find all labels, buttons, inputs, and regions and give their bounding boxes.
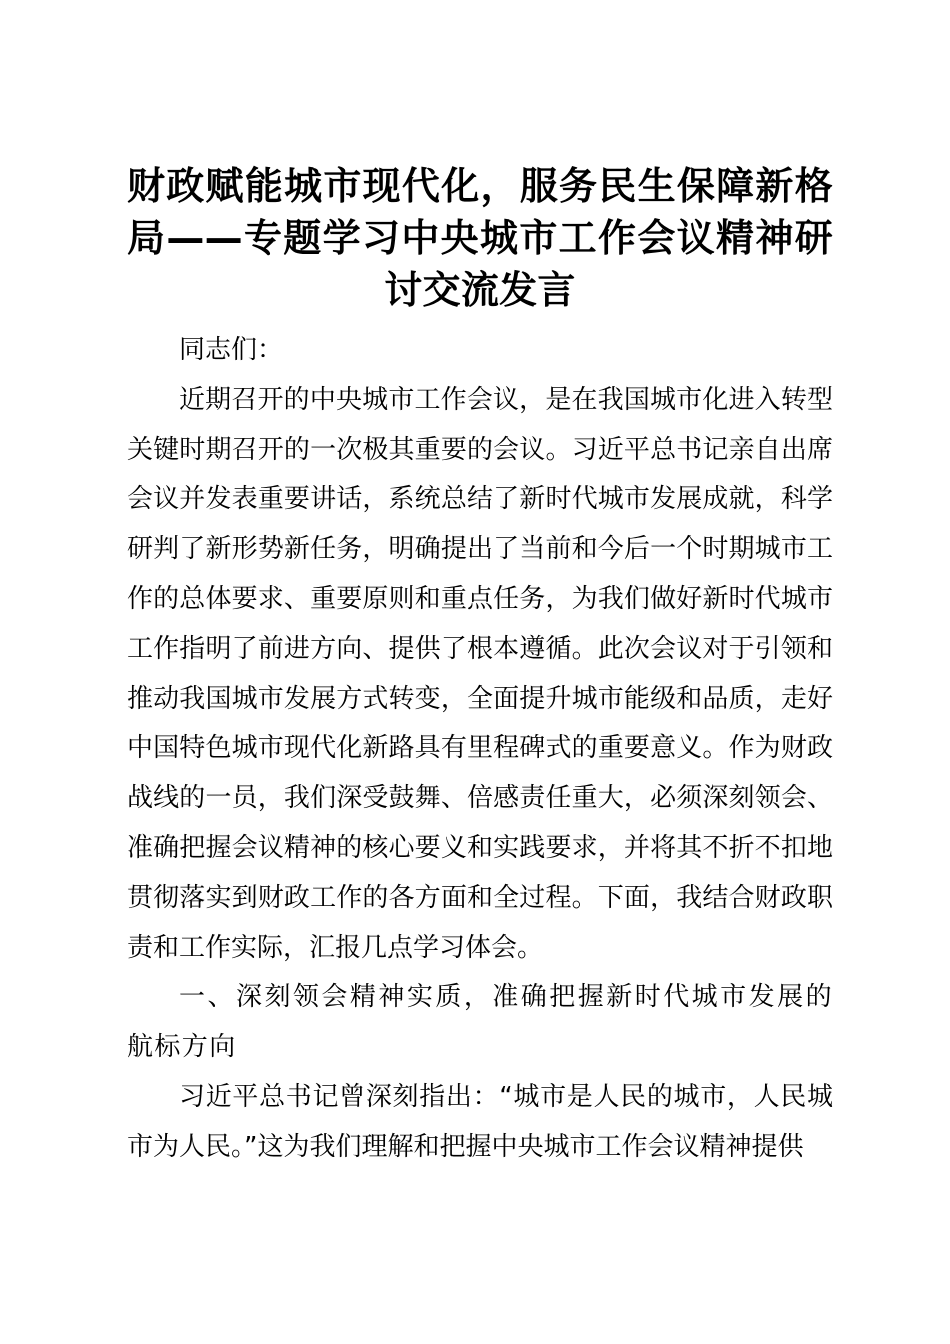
salutation: 同志们： xyxy=(179,335,284,365)
section-heading: 一、深刻领会精神实质，准确把握新时代城市发展的航标方向 xyxy=(127,982,833,1063)
document-body xyxy=(127,326,833,1173)
document-content xyxy=(127,160,833,1173)
document-title: 财政赋能城市现代化，服务民生保障新格局——专题学习中央城市工作会议精神研讨交流发言 xyxy=(127,164,833,312)
intro-paragraph: 近期召开的中央城市工作会议，是在我国城市化进入转型关键时期召开的一次极其重要的会议。习近平总书记亲自出席会议并发表重要讲话，系统总结了新时代城市发展成就，科学研判了新形势新任务，明确提出了当前和今后一个时期城市工作的总体要求、重要原则和重点任务，为我们做好新时代城市工作指明了前进方向、提供了根本遵循。此次会议对于引领和推动我国城市发展方式转变，全面提升城市能级和品质，走好中国特色城市现代化新路具有里程碑式的重要意义。作为财政战线的一员，我们深受鼓舞、倍感责任重大，必须深刻领会、准确把握会议精神的核心要义和实践要求，并将其不折不扣地贯彻落实到财政工作的各方面和全过程。下面，我结合财政职责和工作实际，汇报几点学习体会。 xyxy=(127,384,833,963)
section-paragraph: 习近平总书记曾深刻指出：“城市是人民的城市，人民城市为人民。”这为我们理解和把握中央城市工作会议精神提供 xyxy=(127,1081,833,1162)
